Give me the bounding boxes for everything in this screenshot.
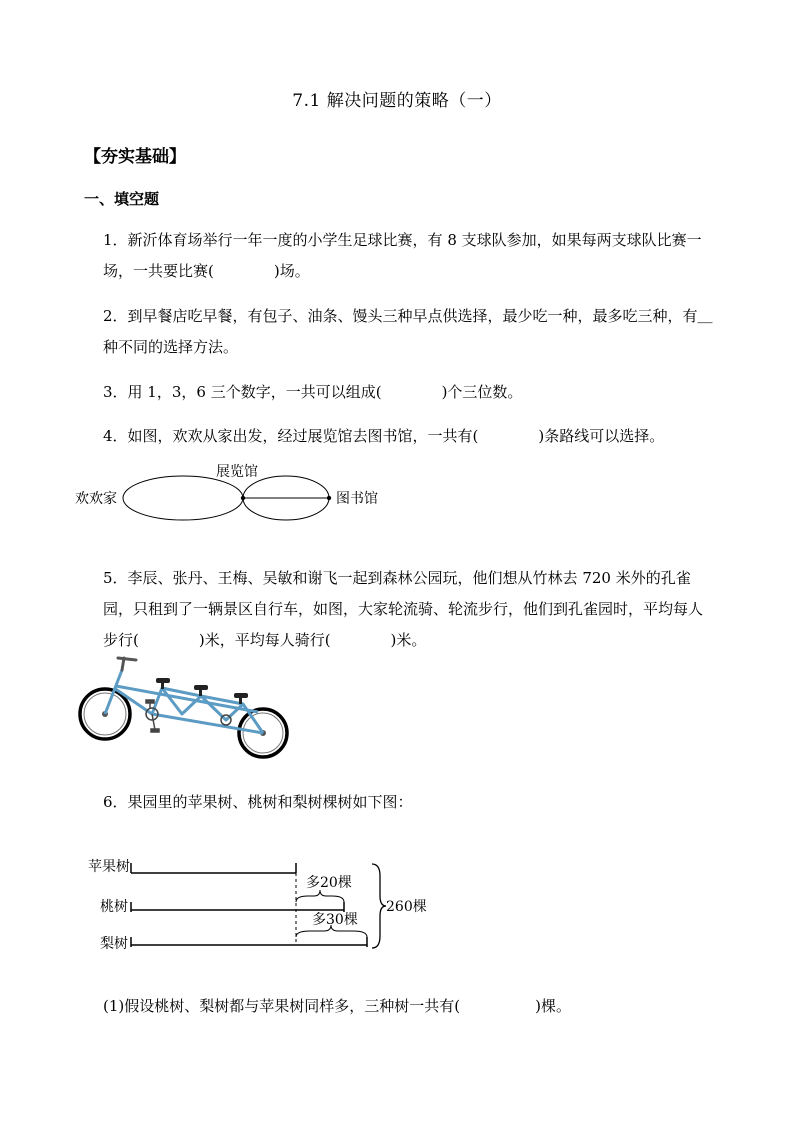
tree-comparison-diagram [80, 852, 440, 962]
total-label: 260棵 [386, 899, 427, 915]
route-diagram [70, 458, 390, 528]
page-title: 7.1 解决问题的策略（一） [292, 91, 502, 111]
route-ellipse-left [123, 476, 243, 520]
pear-tree-bar [100, 935, 367, 952]
exhibition-dot [241, 496, 245, 500]
tandem-bicycle-illustration [78, 652, 293, 762]
exhibition-label: 展览馆 [216, 464, 258, 480]
question-2-line-1: 2．到早餐店吃早餐，有包子、油条、馒头三种早点供选择，最少吃一种，最多吃三种，有＿ [103, 307, 713, 325]
question-5-line-1: 5．李辰、张丹、王梅、吴敏和谢飞一起到森林公园玩，他们想从竹林去 720 米外的孔雀 [103, 569, 691, 587]
apple-tree-label: 苹果树 [88, 859, 130, 875]
question-3: 3．用 1，3，6 三个数字，一共可以组成( )个三位数。 [103, 383, 523, 401]
more-30-label: 多30棵 [312, 912, 358, 928]
handlebar [118, 658, 136, 670]
home-label: 欢欢家 [75, 491, 117, 507]
brace-total [372, 864, 386, 948]
library-dot [327, 496, 331, 500]
question-6: 6．果园里的苹果树、桃树和梨树棵树如下图： [103, 793, 413, 811]
question-1-line-1: 1．新沂体育场举行一年一度的小学生足球比赛，有 8 支球队参加，如果每两支球队比赛一 [103, 231, 702, 249]
question-4: 4．如图，欢欢从家出发，经过展览馆去图书馆，一共有( )条路线可以选择。 [103, 427, 665, 445]
peach-tree-bar [100, 898, 344, 915]
peach-tree-label: 桃树 [100, 899, 128, 915]
question-6-part-1: (1)假设桃树、梨树都与苹果树同样多，三种树一共有( )棵。 [103, 997, 571, 1015]
library-label: 图书馆 [336, 491, 378, 507]
apple-tree-bar [88, 858, 296, 875]
pear-tree-label: 梨树 [100, 936, 128, 952]
question-5-line-2: 园，只租到了一辆景区自行车，如图，大家轮流骑、轮流步行，他们到孔雀园时，平均每人 [103, 600, 704, 618]
question-2-line-2: 种不同的选择方法。 [103, 338, 239, 356]
subsection-heading: 一、填空题 [84, 190, 160, 208]
more-20-label: 多20棵 [306, 875, 352, 891]
brace-more-20 [296, 890, 344, 902]
question-1-line-2: 场，一共要比赛( )场。 [103, 262, 310, 280]
question-5-line-3: 步行( )米，平均每人骑行( )米。 [103, 631, 427, 649]
section-heading: 【夯实基础】 [84, 147, 186, 167]
